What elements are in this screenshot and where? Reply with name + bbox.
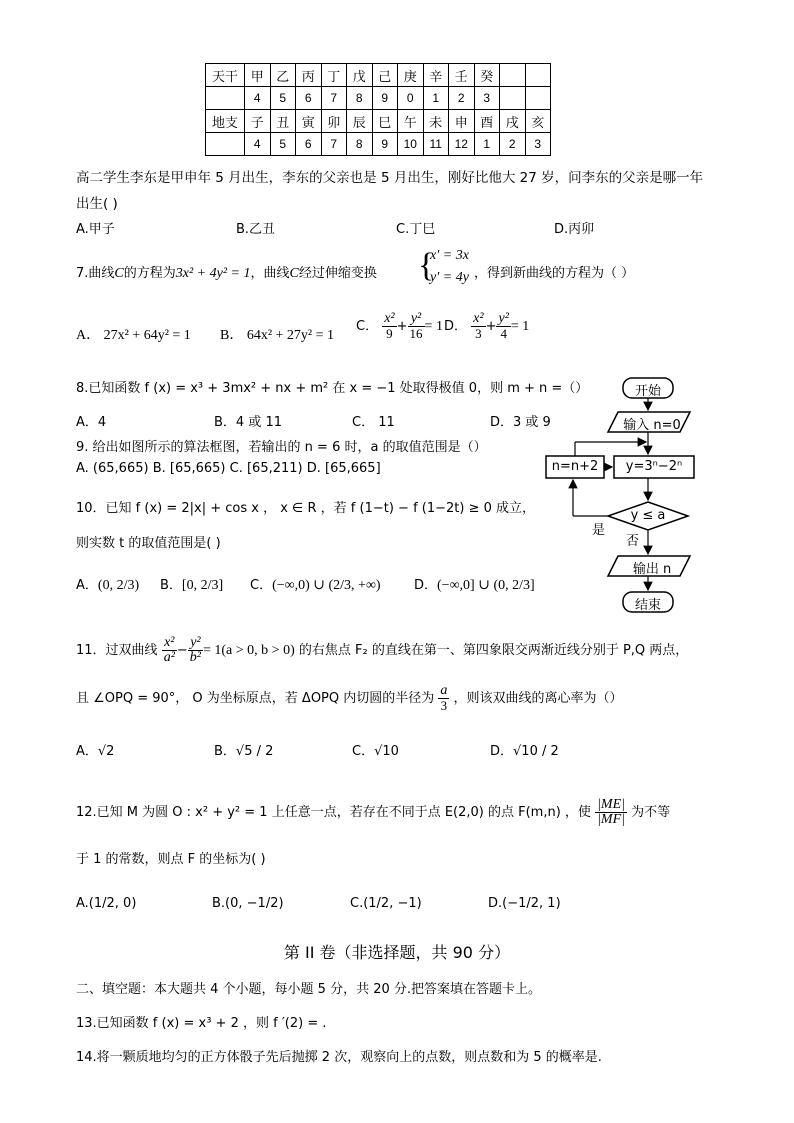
q7-prefix: 7.曲线 — [76, 266, 115, 281]
table-cell: 1 — [474, 133, 500, 156]
table-cell: 天干 — [206, 64, 245, 87]
q12-option-d: D.(−1/2, 1) — [488, 896, 561, 911]
table-cell: 5 — [270, 87, 296, 110]
table-cell: 2 — [500, 133, 526, 156]
q14-stem: 14.将一颗质地均匀的正方体骰子先后抛掷 2 次，观察向上的点数，则点数和为 5 的概率是. — [76, 1050, 602, 1065]
table-cell: 乙 — [270, 64, 296, 87]
table-cell: 9 — [372, 87, 398, 110]
table-cell — [525, 87, 551, 110]
q7-c1: C — [114, 266, 124, 281]
q8-stem: 8.已知函数 f (x) = x³ + 3mx² + nx + m² 在 x = −1 处取得极值 0，则 m + n =（） — [76, 381, 589, 396]
q11-stem-line1: 11．过双曲线 $\frac{\text{x²}}{\text{a²}}$ − $\frac{\text{y²}}{\text{b²}}$ = 1(a > 0, b > 0) 的右焦点 F₂ 的直线在第一、第四象限交两渐近线分别于 P,Q 两点， — [76, 635, 689, 665]
table-cell: 戌 — [500, 110, 526, 133]
q9-stem: 9. 给出如图所示的算法框图，若输出的 n = 6 时，a 的取值范围是（） — [76, 440, 487, 455]
q8-option-d: D．3 或 9 — [490, 415, 551, 430]
table-cell: 9 — [372, 133, 398, 156]
q10-stem: 10．已知 f (x) = 2|x| + cos x ， x ∈ R ，若 f (1−t) − f (1−2t) ≥ 0 成立， — [76, 501, 536, 516]
table-cell: 7 — [321, 133, 347, 156]
q7-eq: 3x² + 4y² = 1 — [175, 266, 251, 281]
table-cell: 未 — [423, 110, 449, 133]
q6-option-a: A.甲子 — [76, 222, 115, 237]
stems-branches-table — [205, 63, 551, 156]
table-cell: 3 — [474, 87, 500, 110]
table-cell — [206, 133, 245, 156]
table-cell: 亥 — [525, 110, 551, 133]
q12-stem-line2: 于 1 的常数，则点 F 的坐标为( ) — [76, 852, 266, 867]
table-cell: 1 — [423, 87, 449, 110]
table-cell — [500, 87, 526, 110]
flowchart-input-label: 输入 n=0 — [623, 418, 681, 433]
table-cell: 壬 — [449, 64, 475, 87]
q11-option-c: C．√10 — [352, 744, 399, 759]
flowchart-yes-label: 是 — [592, 523, 606, 538]
table-cell: 甲 — [245, 64, 271, 87]
q7-mid3: 经过伸缩变换 — [298, 266, 377, 281]
q11-stem-line2: 且 ∠OPQ = 90°， O 为坐标原点，若 ΔOPQ 内切圆的半径为 $\frac{a}{3}$ ，则该双曲线的离心率为（） — [76, 683, 623, 713]
q7-option-c: C． $\frac{\text{x²}}{9}$ + $\frac{\text{y²}}{16}$ = 1 — [356, 311, 443, 341]
table-cell: 酉 — [474, 110, 500, 133]
flowchart-end-label: 结束 — [634, 598, 661, 613]
q7-option-d: D． $\frac{\text{x²}}{3}$ + $\frac{\text{y²}}{4}$ = 1 — [444, 311, 530, 341]
q7-brace: { — [418, 247, 435, 284]
section-intro: 二、填空题：本大题共 4 个小题，每小题 5 分，共 20 分.把答案填在答题卡上。 — [76, 982, 542, 997]
q6-stem-line1: 高二学生李东是甲申年 5 月出生，李东的父亲也是 5 月出生，刚好比他大 27 岁，问李东的父亲是哪一年 — [76, 170, 704, 186]
table-cell: 6 — [296, 87, 322, 110]
table-cell: 寅 — [296, 110, 322, 133]
table-cell: 庚 — [398, 64, 424, 87]
q12-option-b: B.(0, −1/2) — [212, 896, 284, 911]
table-cell: 4 — [245, 87, 271, 110]
table-cell: 丁 — [321, 64, 347, 87]
table-cell: 5 — [270, 133, 296, 156]
table-cell: 地支 — [206, 110, 245, 133]
q6-option-d: D.丙卯 — [554, 222, 595, 237]
table-row — [206, 64, 551, 87]
q7-mid2: ，曲线 — [250, 266, 290, 281]
table-cell: 午 — [398, 110, 424, 133]
table-cell: 6 — [296, 133, 322, 156]
q13-stem: 13.已知函数 f (x) = x³ + 2 ，则 f ′(2) = . — [76, 1016, 327, 1031]
table-row — [206, 133, 551, 156]
section-title: 第 II 卷（非选择题，共 90 分） — [283, 943, 511, 962]
table-cell: 子 — [245, 110, 271, 133]
table-cell: 己 — [372, 64, 398, 87]
q6-option-c: C.丁巳 — [396, 222, 436, 237]
table-cell: 7 — [321, 87, 347, 110]
table-cell — [525, 64, 551, 87]
q10-stem-line2: 则实数 t 的取值范围是( ) — [76, 536, 221, 551]
table-cell: 辰 — [347, 110, 373, 133]
table-row — [206, 110, 551, 133]
q8-option-c: C． 11 — [352, 415, 395, 430]
table-cell: 0 — [398, 87, 424, 110]
table-row — [206, 87, 551, 110]
table-cell: 丙 — [296, 64, 322, 87]
table-cell: 12 — [449, 133, 475, 156]
table-cell: 8 — [347, 133, 373, 156]
table-cell: 辛 — [423, 64, 449, 87]
algorithm-flowchart — [540, 372, 700, 617]
q10-option-d: D．(−∞,0] ∪ (0, 2/3] — [414, 578, 535, 593]
q8-option-a: A．4 — [76, 415, 107, 430]
table-cell: 巳 — [372, 110, 398, 133]
table-cell: 4 — [245, 133, 271, 156]
table-cell: 2 — [449, 87, 475, 110]
table-cell: 癸 — [474, 64, 500, 87]
q11-option-a: A．√2 — [76, 744, 115, 759]
table-cell: 戊 — [347, 64, 373, 87]
table-cell: 丑 — [270, 110, 296, 133]
q6-option-b: B.乙丑 — [236, 222, 276, 237]
q7-suffix: ，得到新曲线的方程为（ ） — [474, 266, 635, 281]
q7-mid1: 的方程为 — [123, 266, 176, 281]
q11-option-b: B．√5 / 2 — [214, 744, 274, 759]
table-cell: 10 — [398, 133, 424, 156]
table-cell: 8 — [347, 87, 373, 110]
q8-option-b: B．4 或 11 — [214, 415, 282, 430]
table-cell — [206, 87, 245, 110]
flowchart-condition-label: y ≤ a — [630, 508, 666, 523]
flowchart-no-label: 否 — [626, 534, 640, 549]
q6-stem-line2: 出生( ) — [76, 196, 118, 212]
table-cell — [500, 64, 526, 87]
q10-option-a: A．(0, 2/3) — [76, 578, 140, 593]
flowchart-calc-label: y=3ⁿ−2ⁿ — [625, 459, 683, 474]
q7-option-b: B． 64x² + 27y² = 1 — [220, 328, 335, 343]
q11-option-d: D．√10 / 2 — [490, 744, 559, 759]
table-cell: 11 — [423, 133, 449, 156]
q10-option-c: C．(−∞,0) ∪ (2/3, +∞) — [250, 578, 381, 593]
q7-option-a: A． 27x² + 64y² = 1 — [76, 328, 191, 343]
q7-transform-1: x′ = 3x — [430, 248, 469, 263]
table-cell: 申 — [449, 110, 475, 133]
q9-options: A. (65,665) B. [65,665) C. [65,211) D. [65,665] — [76, 461, 381, 476]
table-cell: 3 — [525, 133, 551, 156]
q12-option-c: C.(1/2, −1) — [350, 896, 422, 911]
table-cell: 卯 — [321, 110, 347, 133]
q7-stem — [76, 262, 377, 282]
q7-c2: C — [289, 266, 299, 281]
flowchart-output-label: 输出 n — [632, 562, 672, 577]
q10-option-b: B．[0, 2/3] — [160, 578, 224, 593]
q12-stem-line1: 12.已知 M 为圆 O : x² + y² = 1 上任意一点，若存在不同于点 E(2,0) 的点 F(m,n) ，使 $\frac{|ME|}{|MF|}$ 为不等 — [76, 797, 671, 827]
flowchart-start-label: 开始 — [634, 384, 661, 399]
q7-transform-2: y′ = 4y — [430, 270, 469, 285]
flowchart-increment-label: n=n+2 — [551, 459, 599, 474]
q12-option-a: A.(1/2, 0) — [76, 896, 137, 911]
